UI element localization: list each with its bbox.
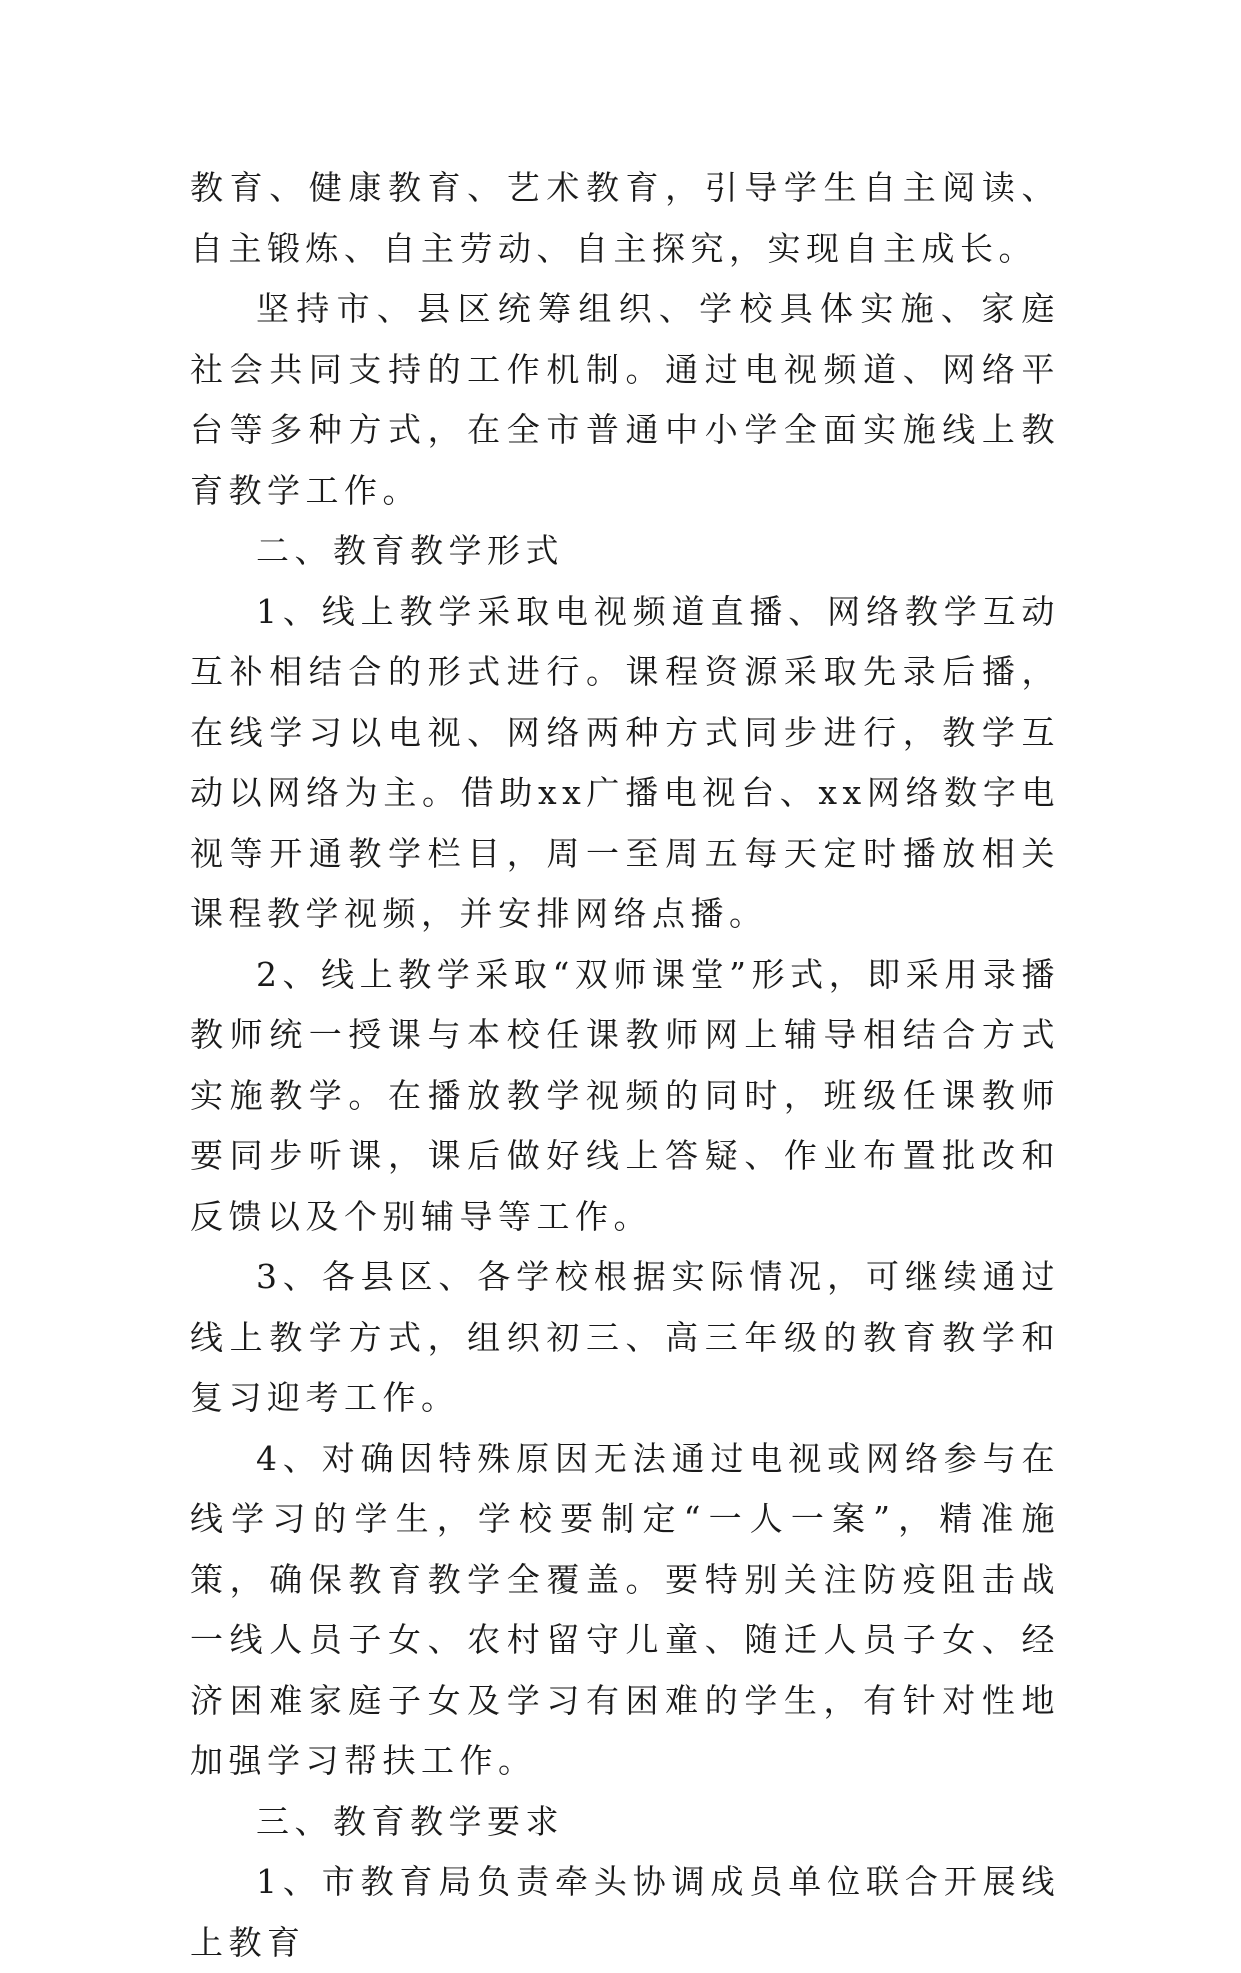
paragraph-item-3: 3、各县区、各学校根据实际情况，可继续通过线上教学方式，组织初三、高三年级的教育教学和复习迎考工作。 <box>190 1257 1060 1417</box>
paragraph-item-2: 2、线上教学采取“双师课堂”形式，即采用录播教师统一授课与本校任课教师网上辅导相结合方式实施教学。在播放教学视频的同时，班级任课教师要同步听课，课后做好线上答疑、作业布置批改和反馈以及个别辅导等工作。 <box>190 954 1060 1236</box>
section-heading-teaching-forms: 二、教育教学形式 <box>256 531 564 570</box>
paragraph-continued: 教育、健康教育、艺术教育，引导学生自主阅读、自主锻炼、自主劳动、自主探究，实现自主成长。 <box>190 168 1060 268</box>
paragraph-item-1: 1、线上教学采取电视频道直播、网络教学互动互补相结合的形式进行。课程资源采取先录后播，在线学习以电视、网络两种方式同步进行，教学互动以网络为主。借助xx广播电视台、xx网络数字电视等开通教学栏目，周一至周五每天定时播放相关课程教学视频，并安排网络点播。 <box>190 591 1060 933</box>
document-body <box>190 158 1060 1973</box>
paragraph-item-4: 4、对确因特殊原因无法通过电视或网络参与在线学习的学生，学校要制定“一人一案”，精准施策，确保教育教学全覆盖。要特别关注防疫阻击战一线人员子女、农村留守儿童、随迁人员子女、经济困难家庭子女及学习有困难的学生，有针对性地加强学习帮扶工作。 <box>190 1438 1060 1780</box>
paragraph-requirement-1: 1、市教育局负责牵头协调成员单位联合开展线上教育 <box>190 1862 1060 1962</box>
paragraph-work-mechanism: 坚持市、县区统筹组织、学校具体实施、家庭社会共同支持的工作机制。通过电视频道、网络平台等多种方式，在全市普通中小学全面实施线上教育教学工作。 <box>190 289 1060 510</box>
section-heading-teaching-requirements: 三、教育教学要求 <box>256 1801 564 1841</box>
